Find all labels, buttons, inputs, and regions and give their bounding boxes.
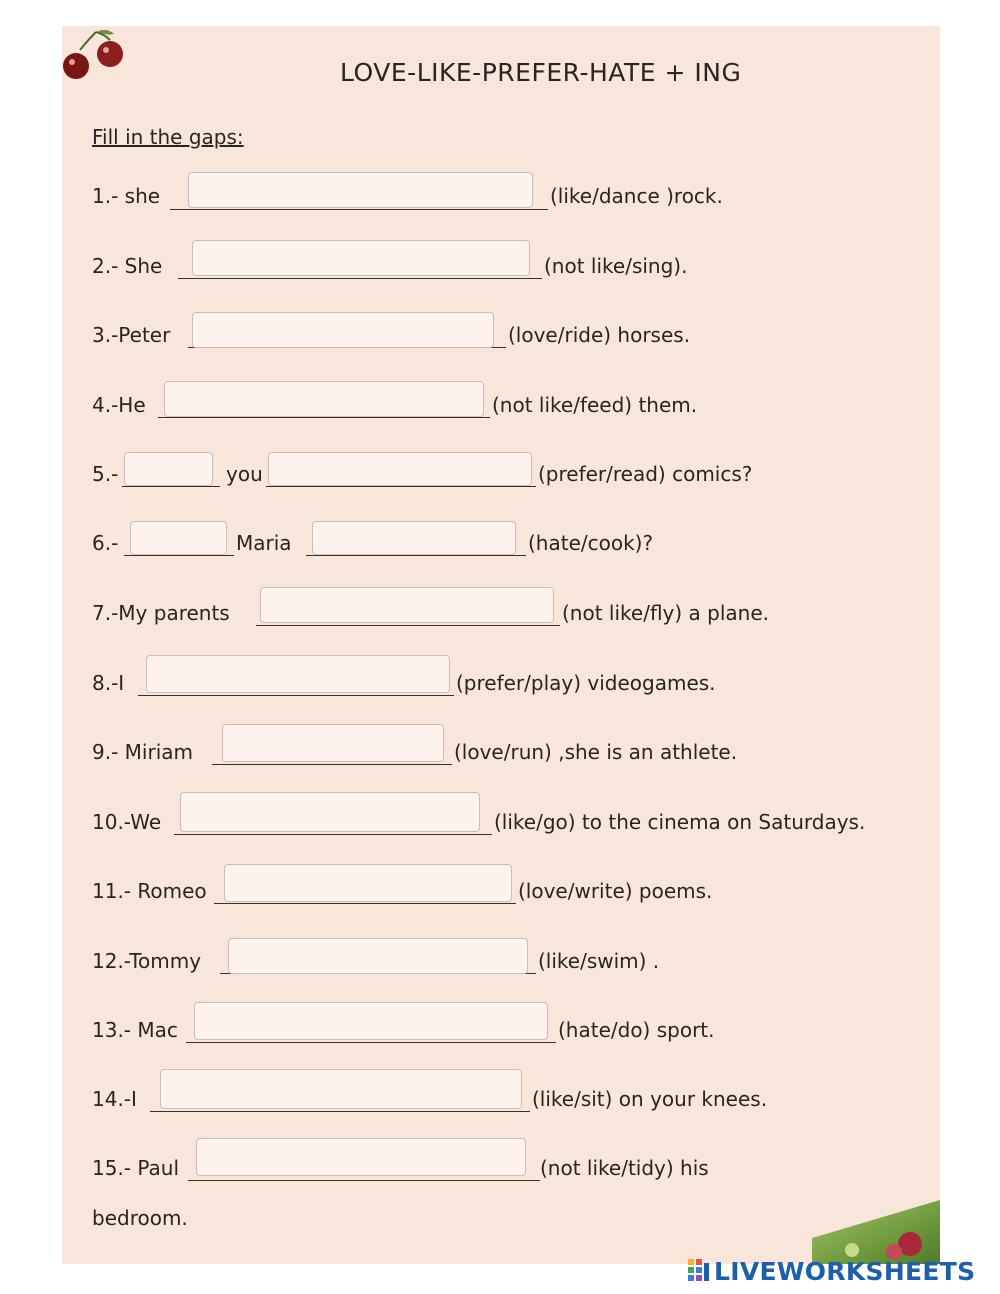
answer-input-12[interactable]	[228, 938, 528, 974]
answer-input-2[interactable]	[192, 240, 530, 276]
answer-input-15[interactable]	[196, 1138, 526, 1176]
logo-text: LIVEWORKSHEETS	[714, 1256, 976, 1286]
item-number: 11.- Romeo	[92, 879, 207, 903]
item-word: Maria	[236, 531, 292, 555]
answer-input-4[interactable]	[164, 381, 484, 417]
answer-line	[178, 278, 542, 279]
item-hint: (like/go) to the cinema on Saturdays.	[494, 810, 866, 834]
answer-line	[124, 555, 234, 556]
item-number: 4.-He	[92, 393, 146, 417]
item-hint: (not like/sing).	[544, 254, 688, 278]
liveworksheets-logo[interactable]	[688, 1254, 975, 1288]
item-number: 9.- Miriam	[92, 740, 193, 764]
answer-input-14[interactable]	[160, 1069, 522, 1109]
item-hint: (love/write) poems.	[518, 879, 713, 903]
answer-input-3[interactable]	[192, 312, 494, 348]
answer-line	[214, 903, 516, 904]
answer-input-6b[interactable]	[312, 521, 516, 555]
item-hint: (hate/do) sport.	[558, 1018, 715, 1042]
answer-input-5a[interactable]	[124, 452, 213, 486]
item-hint: (prefer/play) videogames.	[456, 671, 716, 695]
page-title: LOVE-LIKE-PREFER-HATE + ING	[340, 58, 742, 87]
answer-input-6a[interactable]	[130, 521, 227, 555]
item-number: 3.-Peter	[92, 323, 171, 347]
item-number: 14.-I	[92, 1087, 137, 1111]
item-hint: (not like/tidy) his	[540, 1156, 709, 1180]
item-number: 6.-	[92, 531, 119, 555]
answer-input-11[interactable]	[224, 864, 512, 902]
item-number: 13.- Mac	[92, 1018, 178, 1042]
answer-input-13[interactable]	[194, 1002, 548, 1040]
logo-mark-icon	[688, 1259, 710, 1283]
item-number: 5.-	[92, 462, 119, 486]
answer-line	[266, 486, 536, 487]
item-number: 1.- she	[92, 184, 161, 208]
answer-input-9[interactable]	[222, 724, 444, 762]
answer-line	[188, 1180, 540, 1181]
item-hint: (love/ride) horses.	[508, 323, 691, 347]
item-hint: (like/sit) on your knees.	[532, 1087, 768, 1111]
answer-line	[138, 695, 454, 696]
item-number: 10.-We	[92, 810, 162, 834]
item-number: 2.- She	[92, 254, 163, 278]
item-number: 15.- Paul	[92, 1156, 180, 1180]
item-number: 8.-I	[92, 671, 125, 695]
item-number: 12.-Tommy	[92, 949, 202, 973]
item-hint: (not like/feed) them.	[492, 393, 698, 417]
cherries-icon	[58, 28, 130, 84]
answer-line	[212, 764, 452, 765]
answer-line	[174, 834, 492, 835]
answer-line	[306, 555, 526, 556]
item-hint: (like/dance )rock.	[550, 184, 723, 208]
answer-line	[186, 1042, 556, 1043]
answer-input-1[interactable]	[188, 172, 533, 208]
answer-line	[122, 486, 220, 487]
item-hint: (love/run) ,she is an athlete.	[454, 740, 738, 764]
answer-input-7[interactable]	[260, 587, 554, 623]
answer-input-5b[interactable]	[268, 452, 532, 486]
item-hint: (like/swim) .	[538, 949, 660, 973]
item-hint: (not like/fly) a plane.	[562, 601, 769, 625]
answer-line	[158, 417, 490, 418]
answer-input-10[interactable]	[180, 792, 480, 832]
answer-line	[170, 209, 548, 210]
answer-line	[256, 625, 560, 626]
item-hint: (prefer/read) comics?	[538, 462, 753, 486]
answer-input-8[interactable]	[146, 655, 450, 693]
item-continuation: bedroom.	[92, 1206, 188, 1230]
instructions: Fill in the gaps:	[92, 125, 244, 149]
item-word: you	[226, 462, 263, 486]
item-hint: (hate/cook)?	[528, 531, 654, 555]
answer-line	[150, 1111, 530, 1112]
item-number: 7.-My parents	[92, 601, 230, 625]
